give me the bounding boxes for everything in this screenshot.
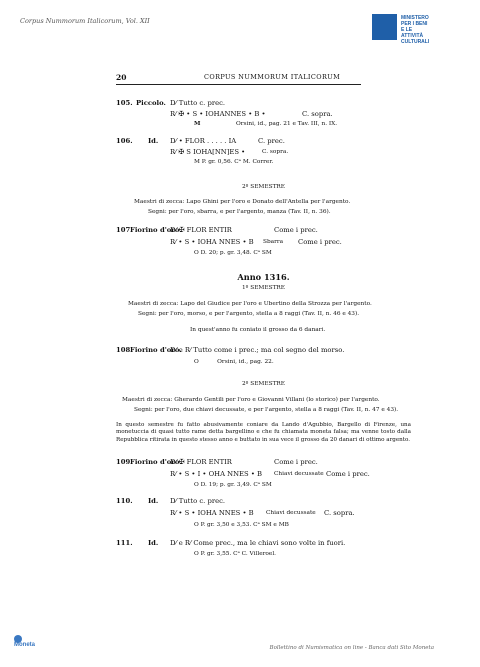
entry-110-obverse: D⁄ Tutto c. prec. [170,497,226,505]
semester-1316-1-signs: Segni: per l'oro, morso, e per l'argento, stella a 8 raggi (Tav. II, n. 46 e 43). [138,311,360,317]
entry-106-type: Id. [148,137,159,145]
ministry-emblem-icon [372,14,397,40]
entry-105-type: Piccolo. [136,99,166,107]
entry-109-reverse-note: Come i prec. [326,470,370,478]
semester-1316-1-mint-masters: Maestri di zecca: Lapo del Giudice per l'oro e Ubertino della Strozza per l'argento. [128,301,372,307]
entry-105-reverse: R⁄ ✠ • S • IOHANNES • B • [170,110,266,118]
entry-107-number: 107. [116,226,133,234]
entry-105-obverse: D⁄ Tutto c. prec. [170,99,226,107]
entry-110-meta: O P. gr. 3,50 e 3,53. Cᵃ SM e MB [194,522,289,528]
entry-108-meta: O Orsini, id., pag. 22. [194,359,274,365]
year-heading: Anno 1316. [237,272,290,282]
entry-106-number: 106. [116,137,133,145]
entry-105-number: 105. [116,99,133,107]
running-head: CORPUS NUMMORUM ITALICORUM [204,73,341,81]
entry-109-number: 109. [116,458,133,466]
entry-108-type: Fiorino d'oro. [130,346,182,354]
semester-1316-2-mint-masters: Maestri di zecca: Gherardo Gentili per l'oro e Giovanni Villani (lo storico) per l'argento. [122,397,380,403]
entry-107-meta: O D. 20; p. gr. 3,48. Cᵃ SM [194,250,272,256]
entry-106-obverse: D⁄ • FLOR . . . . . IA [170,137,237,145]
entry-111-text: D⁄ e R⁄ Come prec., ma le chiavi sono volte in fuori. [170,539,346,547]
page-number: 20 [116,73,127,82]
semester-2-heading: 2º SEMESTRE [241,184,286,190]
moneta-logo [14,634,40,650]
logo-line-3: E LE ATTIVITÀ [401,27,424,39]
entry-107-type: Fiorino d'oro. [130,226,182,234]
entry-109-reverse-mark: Chiavi decussate [274,471,324,477]
entry-106-meta: M P. gr. 0,56. Cᵃ M. Correr. [194,159,274,165]
entry-109-obverse: D⁄ ✠ FLOR ENTIR [170,458,232,466]
entry-110-type: Id. [148,497,159,505]
entry-106-obverse-note: C. prec. [258,137,285,145]
semester-1316-2-paragraph: In questo semestre fu fatto abusivamente coniare da Lando d'Agubbio, Bargello di Firenze, una monetuccia di quasi tutto rame detta bargellino e che fu chiamata moneta falsa; ma venne tosto dalla Repubblica ritirata in questo stesso anno e buttato in sua vece il grosso da 20 danari di ottimo argento. [116,422,411,443]
entry-107-reverse: R⁄ • S • IOHA NNES • B [170,238,254,246]
entry-105-reverse-note: C. sopra. [302,110,333,118]
ministry-logo [372,14,432,45]
entry-107-reverse-mark: Sbarra [263,239,284,245]
logo-line-2: PER I BENI [401,21,428,27]
entry-109-meta: O D. 19; p. gr. 3,49. Cᵃ SM [194,482,272,488]
entry-109-obverse-note: Come i prec. [274,458,318,466]
moneta-logo-text: Moneta [14,642,35,648]
footer-text: Bollettino di Numismatica on line - Banca dati Sito Moneta [269,645,434,651]
entry-109-reverse: R⁄ • S • I • OHA NNES • B [170,470,262,478]
entry-110-number: 110. [116,497,133,505]
entry-107-obverse-note: Come i prec. [274,226,318,234]
entry-110-reverse: R⁄ • S • IOHA NNES • B [170,509,254,517]
entry-109-type: Fiorino d'oro. [130,458,182,466]
entry-107-reverse-note: Come i prec. [298,238,342,246]
entry-111-meta: O P. gr. 3,55. Cᵃ C. Villeroel. [194,551,277,557]
entry-106-reverse: R⁄ ✠ S IOHA[NN]ES • [170,148,246,156]
entry-110-reverse-mark: Chiavi decussate [266,510,316,516]
entry-108-number: 108. [116,346,133,354]
semester-2-signs: Segni: per l'oro, sbarra, e per l'argento, manza (Tav. II, n. 36). [148,209,331,215]
semester-1316-2-signs: Segni: per l'oro, due chiavi decussate, e per l'argento, stella a 8 raggi (Tav. II, n. 47 e 43). [134,407,399,413]
entry-105-metal: M [194,121,201,127]
entry-107-obverse: D⁄ ✠ FLOR ENTIR [170,226,232,234]
entry-111-number: 111. [116,539,133,547]
entry-108-text: D⁄ e R⁄ Tutto come i prec.; ma col segno del morso. [170,346,345,354]
entry-110-reverse-note: C. sopra. [324,509,355,517]
logo-line-4: CULTURALI [401,39,430,45]
semester-2-mint-masters: Maestri di zecca: Lapo Ghini per l'oro e Donato dell'Antella per l'argento. [134,199,351,205]
year-semester-heading: 1º SEMESTRE [241,285,286,291]
header-rule [116,84,361,85]
semester-1316-2-heading: 2º SEMESTRE [241,381,286,387]
entry-111-type: Id. [148,539,159,547]
semester-1316-1-note: In quest'anno fu coniato il grosso da 6 danari. [190,327,326,333]
logo-line-1: MINISTERO [401,15,429,21]
document-header: Corpus Nummorum Italicorum, Vol. XII [20,17,150,25]
entry-105-meta: Orsini, id., pag. 21 e Tav. III, n. IX. [236,121,338,127]
entry-106-reverse-note: C. sopra. [262,149,289,155]
